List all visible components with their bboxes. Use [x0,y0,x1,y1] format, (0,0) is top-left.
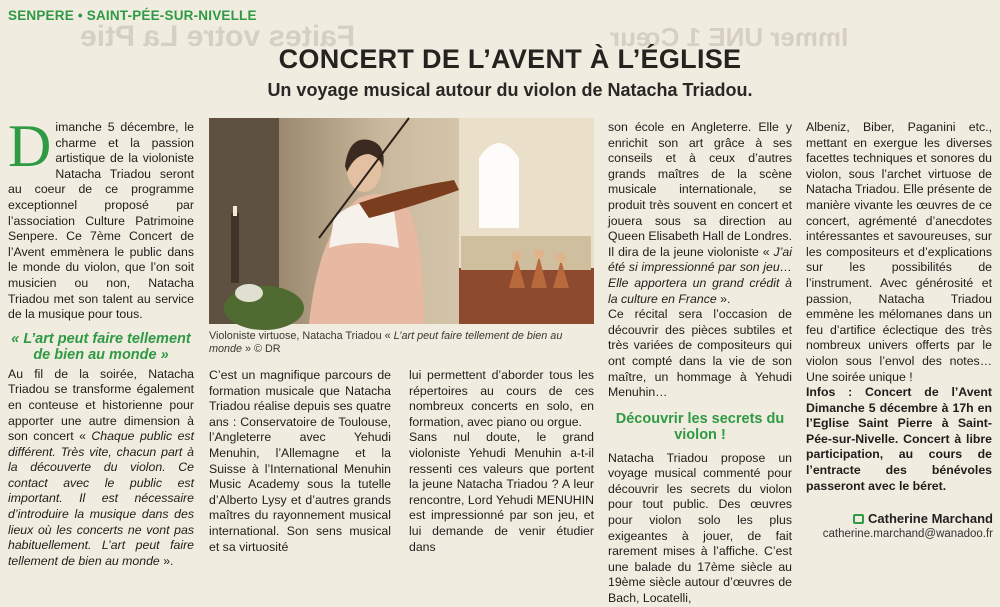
paragraph: Sans nul doute, le grand violoniste Yehudi Menuhin a-t-il ressenti ces valeurs que portent la jeune Natacha Triadou ? A leur rencontre, Lord Yehudi MENUHIN est impressionné par son jeu, et lui demande de venir étudier dans [409,430,594,554]
article-photo [209,118,594,324]
paragraph: Au fil de la soirée, Natacha Triadou se transforme également en conteuse et historienne pour apporter une autre dimension à son concert « Chaque public est différent. Très vite, chacun part à la découverte du violon. Ce contact avec le public est important. Il est nécessaire d’introduire la musique dans des lieux où les concerts ne vont pas habituellement. L’art peut faire tellement de bien au monde ». [8,366,194,568]
headline: CONCERT DE L’AVENT À L’ÉGLISE [278,44,742,74]
envelope-icon [853,514,864,524]
drop-cap: D [8,113,52,179]
article-column-2 [209,368,391,555]
photo-caption: Violoniste virtuose, Natacha Triadou « L’art peut faire tellement de bien au monde » © DR [209,330,563,355]
article-column-4 [608,120,792,607]
author-signature [803,511,993,540]
author-email[interactable]: catherine.marchand@wanadoo.fr [822,528,993,540]
pull-quote: « L’art peut faire tellement de bien au monde » [11,330,191,363]
paragraph: Natacha Triadou propose un voyage musical commenté pour découvrir les secrets du violon pour tout public. Des œuvres pour violon solo les plus exigeantes à jouer, de fait rarement mises à l’affiche. C’est une balade du 17ème siècle au 19ème siècle autour d’œuvres de Bach, Locatelli, [608,450,792,606]
paragraph: Albeniz, Biber, Paganini etc., mettant en exergue les diverses facettes techniques et sonores du violon, sous l’archet virtuose de Natacha Triadou. Elle présente de manière vivante les œuvres de ce concert, agrémenté d’anecdotes intéressantes et savoureuses, sur les compositeurs et d’explications sur les possibilités de l’instrument. Avec générosité et passion, Natacha Triadou emmène les mélomanes dans un feu d’artifice éclectique des très nombreux univers offerts par le violon sous l’envol des notes… Une soirée unique ! [806,120,992,384]
violinist-photo [209,118,594,324]
paragraph: C’est un magnifique parcours de formation musicale que Natacha Triadou réalise depuis ses quatre ans : Conservatoire de Toulouse, l’Angleterre avec Yehudi Menuhin, l’Allemagne et la Suisse à l’International Menuhin Music Academy sous la tutelle d’Alberto Lysy et d’autres grands maîtres du rayonnement musical international. Son sens musical et sa virtuosité [209,368,391,554]
bleed-through: Faites votre La Ptie [80,20,356,53]
article-column-5 [806,120,992,494]
info-paragraph: Infos : Concert de l’Avent Dimanche 5 décembre à 17h en l’Eglise Saint Pierre à Saint-Pée-sur-Nivelle. Concert à libre participation, au cours de l’entracte des bénévoles passeront avec le béret. [806,385,992,493]
paragraph: lui permettent d’aborder tous les répertoires au cours de ces nombreux concerts en solo, en formation, avec piano ou orgue. [409,368,594,429]
article-column-3 [409,368,594,555]
paragraph: Ce récital sera l’occasion de découvrir des pièces subtiles et très variées de compositeurs qui ont compté dans la vie de son maître, un hommage à Yehudi Menuhin… [608,307,792,400]
bleed-through: Immer UNE 1 Cœur [610,22,849,52]
lead-paragraph: Dimanche 5 décembre, le charme et la passion artistique de la violoniste Natacha Triadou seront au coeur de ce programme exceptionnel proposé par l’association Culture Patrimoine Senpere. Ce 7ème Concert de l’Avent emmènera le public dans le monde du violon, que l’on soit musicien ou non, Natacha Triadou met son talent au service de la musique pour tous. [8,113,194,322]
section-subhead: Découvrir les secrets du violon ! [615,410,785,443]
section-kicker: SENPERE • SAINT-PÉE-SUR-NIVELLE [8,8,257,23]
paragraph: son école en Angleterre. Elle y enrichit son art grâce à ses conseils et à ceux d’autres grands maîtres de la scène musicale internationale, se produit très souvent en concert et jouera sous sa direction au Queen Elisabeth Hall de Londres. Il dira de la jeune violoniste « J’ai été si impressionné par son jeu… Elle apportera un grand crédit à la culture en France ». [608,120,792,306]
article-column-1 [8,113,194,569]
author-name: Catherine Marchand [868,511,993,526]
subheadline: Un voyage musical autour du violon de Natacha Triadou. [267,80,753,100]
